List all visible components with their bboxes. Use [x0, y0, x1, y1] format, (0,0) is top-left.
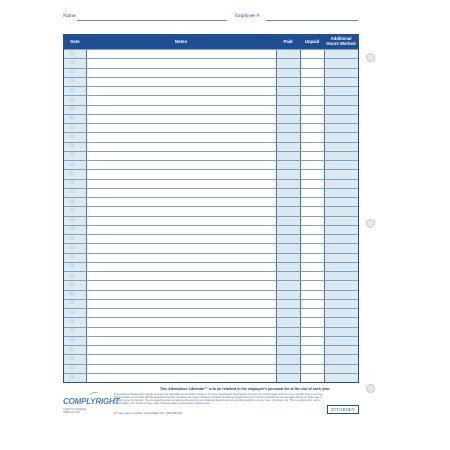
date-placeholder[interactable]: / /	[70, 319, 75, 325]
column-header-additional-hours: Additional Hours Worked	[326, 36, 356, 46]
date-placeholder[interactable]: / /	[70, 79, 75, 85]
table-row	[64, 49, 358, 50]
legal-disclaimer: This product is designed to provide accurate and authoritative information. However, it is not a substitute for legal advice and does not provide legal opinions on any specific facts or services. The information is provided with the understanding that our parties are solely involved in creating, producing or distributing this product is not liable for any damages arising out of the use or inability to use this product. You are urged to consult an attorney concerning your particular situation and any specific questions you may have. Important note: This is registered for use by the purchaser only. Check into any state or federal posting or attendance requirements.	[114, 393, 324, 405]
table-row	[64, 142, 358, 143]
logo-text: COMPLYRIGHT	[63, 397, 120, 406]
name-field[interactable]	[77, 20, 227, 21]
date-placeholder[interactable]: / /	[70, 347, 75, 353]
table-row	[64, 151, 358, 152]
product-code: A4004 (10-19)	[63, 411, 80, 415]
date-placeholder[interactable]: / /	[70, 264, 75, 270]
table-row	[64, 243, 358, 244]
table-row	[64, 77, 358, 78]
date-placeholder[interactable]: / /	[70, 116, 75, 122]
table-row	[64, 345, 358, 346]
binder-hole-icon	[366, 384, 375, 393]
table-row	[64, 308, 358, 309]
binder-hole-icon	[366, 53, 375, 62]
table-row	[64, 86, 358, 87]
table-row	[64, 253, 358, 254]
date-placeholder[interactable]: / /	[70, 134, 75, 140]
date-placeholder[interactable]: / /	[70, 60, 75, 66]
date-placeholder[interactable]: / /	[70, 208, 75, 214]
table-row	[64, 197, 358, 198]
copyright-text: ©2019 ComplyRight	[63, 408, 87, 411]
date-placeholder[interactable]: / /	[70, 282, 75, 288]
date-placeholder[interactable]: / /	[70, 88, 75, 94]
table-row	[64, 354, 358, 355]
binder-hole-icon	[366, 219, 375, 228]
table-row	[64, 373, 358, 374]
table-row	[64, 271, 358, 272]
date-placeholder[interactable]: / /	[70, 245, 75, 251]
table-row	[64, 188, 358, 189]
table-row	[64, 123, 358, 124]
attendance-table	[63, 34, 359, 383]
table-row	[64, 225, 358, 226]
table-row	[64, 160, 358, 161]
column-header-notes: Notes	[175, 38, 187, 44]
table-row	[64, 58, 358, 59]
retention-notice: This Attendance Calendar™ is to be retained in the employee's personal file at the end of each year.	[159, 387, 331, 391]
table-rows	[64, 49, 358, 382]
date-placeholder[interactable]: / /	[70, 273, 75, 279]
table-row	[64, 169, 358, 170]
date-placeholder[interactable]: / /	[70, 375, 75, 381]
date-placeholder[interactable]: / /	[70, 366, 75, 371]
date-placeholder[interactable]: / /	[70, 236, 75, 242]
table-row	[64, 216, 358, 217]
date-placeholder[interactable]: / /	[70, 144, 75, 149]
table-row	[64, 364, 358, 365]
date-placeholder[interactable]: / /	[70, 107, 75, 112]
date-placeholder[interactable]: / /	[70, 51, 75, 57]
table-row	[64, 280, 358, 281]
column-header-unpaid: Unpaid	[304, 38, 320, 44]
employee-number-field[interactable]	[266, 20, 358, 21]
table-row	[64, 206, 358, 207]
table-row	[64, 179, 358, 180]
table-row	[64, 132, 358, 133]
table-header	[64, 35, 358, 49]
date-placeholder[interactable]: / /	[70, 70, 75, 75]
date-placeholder[interactable]: / /	[70, 162, 75, 168]
table-row	[64, 95, 358, 96]
table-row	[64, 105, 358, 106]
table-row	[64, 317, 358, 318]
date-placeholder[interactable]: / /	[70, 199, 75, 205]
date-placeholder[interactable]: / /	[70, 255, 75, 260]
employee-number-label: Employee #:	[235, 14, 261, 19]
date-placeholder[interactable]: / /	[70, 329, 75, 334]
date-placeholder[interactable]: / /	[70, 171, 75, 177]
table-row	[64, 290, 358, 291]
column-header-date: Date	[70, 38, 80, 44]
date-placeholder[interactable]: / /	[70, 153, 75, 159]
date-placeholder[interactable]: / /	[70, 301, 75, 307]
table-row	[64, 114, 358, 115]
date-placeholder[interactable]: / /	[70, 218, 75, 223]
date-placeholder[interactable]: / /	[70, 125, 75, 131]
date-placeholder[interactable]: / /	[70, 190, 75, 196]
copyright-block	[63, 408, 86, 415]
table-row	[64, 262, 358, 263]
date-placeholder[interactable]: / /	[70, 97, 75, 103]
table-row	[64, 336, 358, 337]
reorder-info: For easy ways to reorder: ComplyRight.com • 800-999-9111	[114, 412, 183, 415]
table-row	[64, 327, 358, 328]
date-placeholder[interactable]: / /	[70, 356, 75, 362]
date-placeholder[interactable]: / /	[70, 181, 75, 186]
complyright-logo	[63, 397, 119, 406]
date-placeholder[interactable]: / /	[70, 227, 75, 233]
date-placeholder[interactable]: / /	[70, 292, 75, 297]
form-header	[63, 10, 358, 24]
attorney-approved-badge: ATTORNEY	[327, 405, 359, 414]
name-label: Name:	[63, 14, 77, 19]
table-row	[64, 234, 358, 235]
column-header-paid: Paid	[283, 38, 293, 44]
table-row	[64, 299, 358, 300]
table-row	[64, 68, 358, 69]
date-placeholder[interactable]: / /	[70, 310, 75, 316]
date-placeholder[interactable]: / /	[70, 338, 75, 344]
